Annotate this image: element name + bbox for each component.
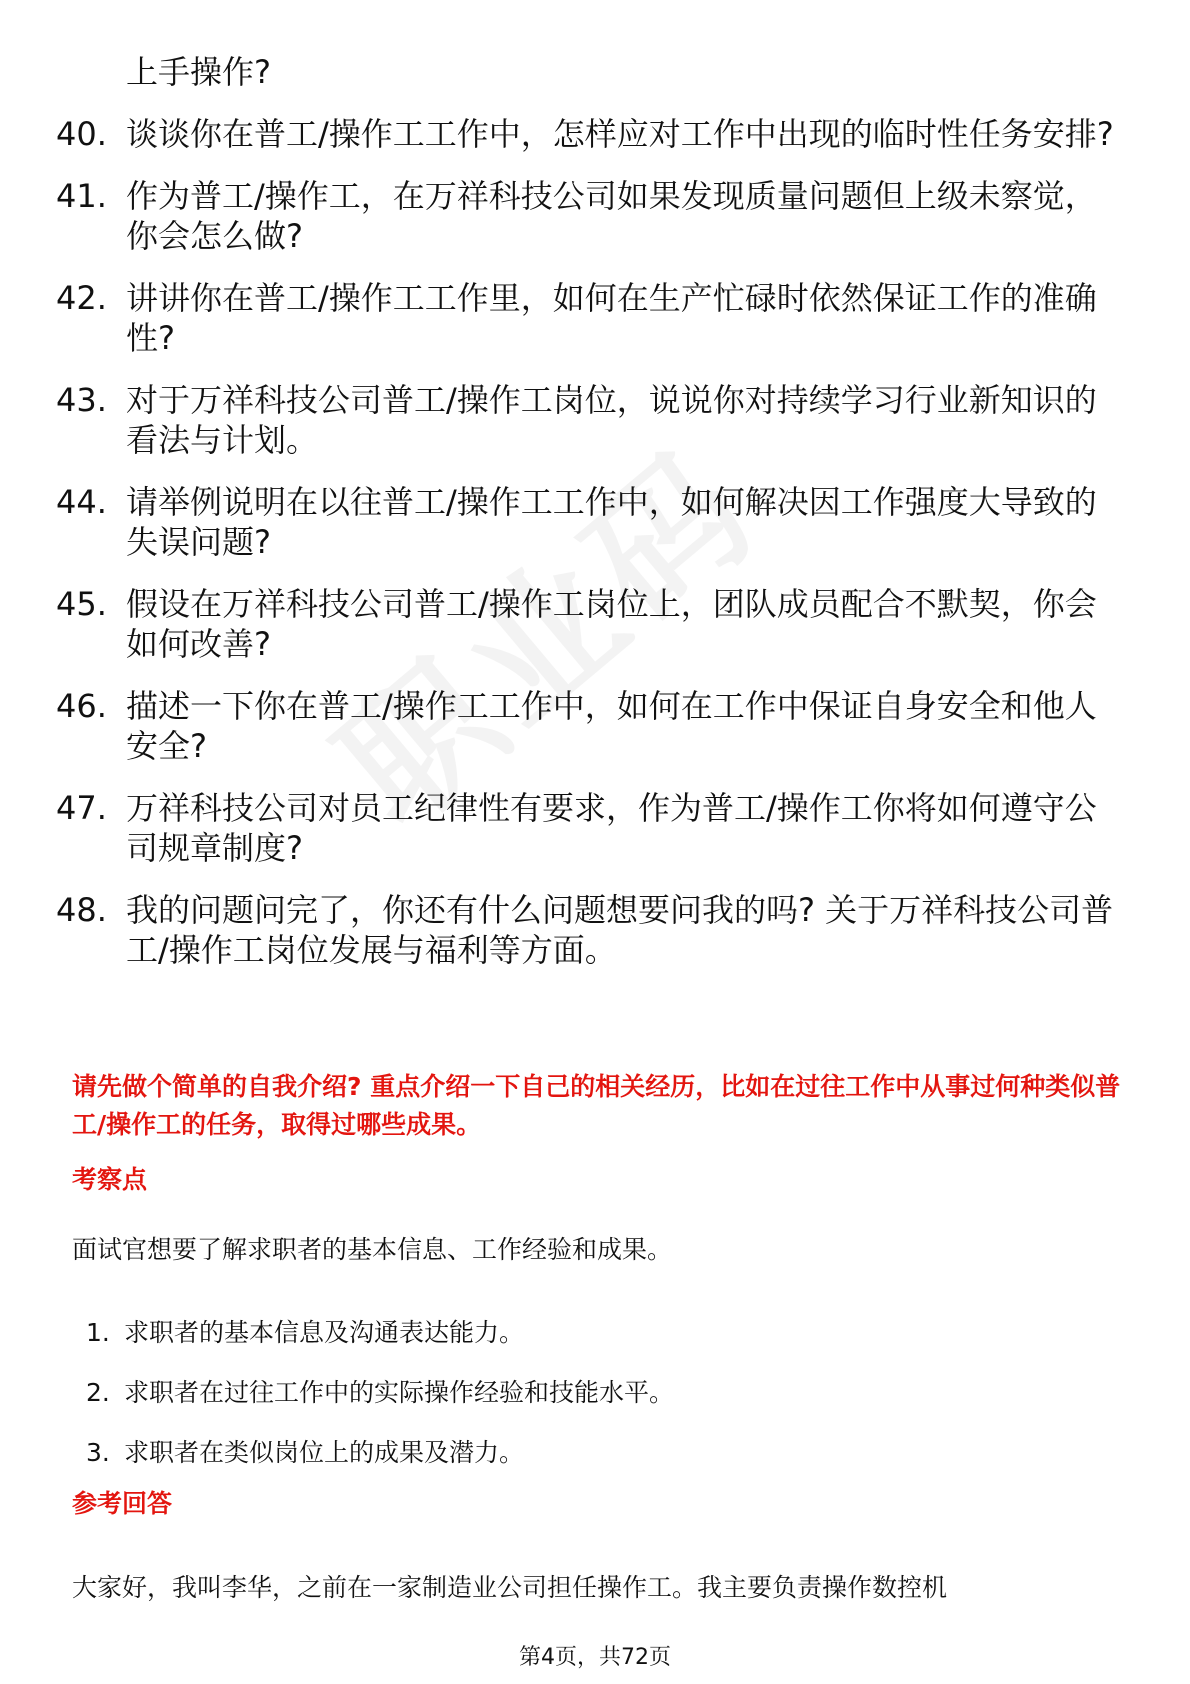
question-text: 请举例说明在以往普工/操作工工作中，如何解决因工作强度大导致的失误问题? [126, 483, 1097, 561]
question-number: 40. [56, 115, 107, 153]
focus-intro: 面试官想要了解求职者的基本信息、工作经验和成果。 [72, 1235, 673, 1264]
continued-text: 上手操作? [126, 53, 271, 91]
question-text: 对于万祥科技公司普工/操作工岗位，说说你对持续学习行业新知识的看法与计划。 [126, 381, 1097, 459]
list-item-text: 求职者在过往工作中的实际操作经验和技能水平。 [124, 1378, 675, 1407]
answer-text: 大家好，我叫李华，之前在一家制造业公司担任操作工。我主要负责操作数控机 [72, 1573, 948, 1602]
question-item [56, 584, 1126, 664]
list-item [72, 1435, 1072, 1471]
highlight-question: 请先做个简单的自我介绍? 重点介绍一下自己的相关经历，比如在过往工作中从事过何种类似普工/操作工的任务，取得过哪些成果。 [72, 1072, 1121, 1139]
question-text: 讲讲你在普工/操作工工作里，如何在生产忙碌时依然保证工作的准确性? [126, 279, 1097, 357]
question-item [56, 114, 1126, 154]
question-text: 我的问题问完了，你还有什么问题想要问我的吗? 关于万祥科技公司普工/操作工岗位发展与福利等方面。 [126, 891, 1114, 969]
list-item-number: 1. [86, 1318, 110, 1347]
focus-heading: 考察点 [72, 1165, 148, 1194]
question-text: 作为普工/操作工，在万祥科技公司如果发现质量问题但上级未察觉，你会怎么做? [126, 177, 1097, 255]
question-number: 41. [56, 177, 107, 215]
question-item [56, 482, 1126, 562]
question-number: 43. [56, 381, 107, 419]
question-number: 44. [56, 483, 107, 521]
question-text: 描述一下你在普工/操作工工作中，如何在工作中保证自身安全和他人安全? [126, 687, 1097, 765]
page-footer: 第4页，共72页 [519, 1645, 671, 1670]
question-text: 万祥科技公司对员工纪律性有要求，作为普工/操作工你将如何遵守公司规章制度? [126, 789, 1097, 867]
list-item-text: 求职者在类似岗位上的成果及潜力。 [124, 1438, 525, 1467]
question-item [56, 686, 1126, 766]
question-continuation [56, 52, 1126, 92]
list-item [72, 1315, 1072, 1351]
list-item-number: 2. [86, 1378, 110, 1407]
focus-points-list [72, 1315, 1072, 1495]
list-item [72, 1375, 1072, 1411]
question-item [56, 380, 1126, 460]
question-number: 46. [56, 687, 107, 725]
question-number: 47. [56, 789, 107, 827]
question-item [56, 278, 1126, 358]
question-item [56, 176, 1126, 256]
question-number: 48. [56, 891, 107, 929]
question-item [56, 788, 1126, 868]
list-item-text: 求职者的基本信息及沟通表达能力。 [124, 1318, 525, 1347]
question-list [56, 52, 1126, 992]
question-item [56, 890, 1126, 970]
question-number: 45. [56, 585, 107, 623]
question-text: 谈谈你在普工/操作工工作中，怎样应对工作中出现的临时性任务安排? [126, 115, 1114, 153]
question-number: 42. [56, 279, 107, 317]
question-text: 假设在万祥科技公司普工/操作工岗位上，团队成员配合不默契，你会如何改善? [126, 585, 1097, 663]
list-item-number: 3. [86, 1438, 110, 1467]
answer-heading: 参考回答 [72, 1489, 173, 1518]
